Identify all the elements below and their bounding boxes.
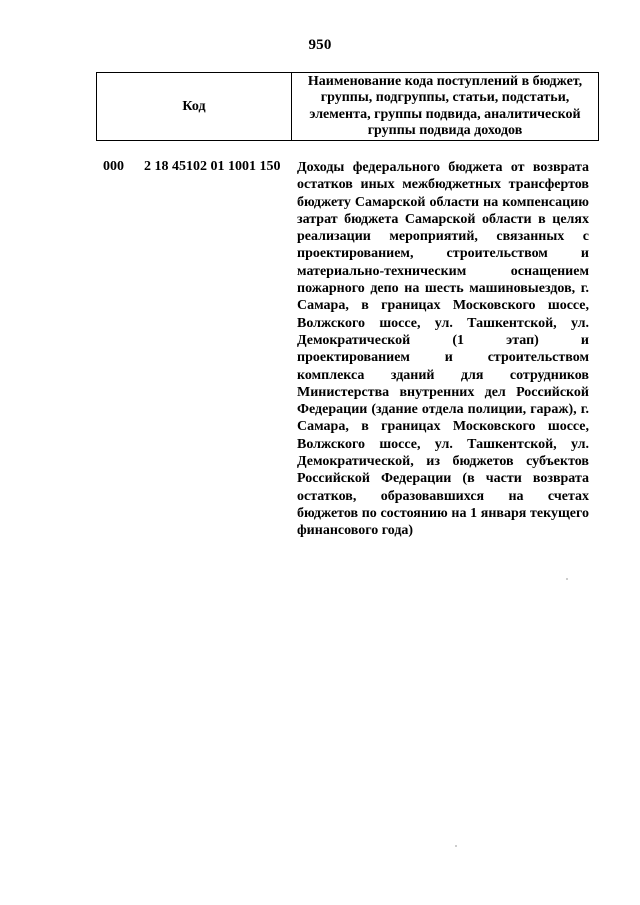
scan-speck — [455, 845, 457, 847]
page-number: 950 — [308, 37, 332, 53]
scan-speck — [566, 578, 568, 580]
header-cell-code: Код — [97, 73, 292, 140]
admin-code: 000 — [103, 159, 124, 174]
revenue-code: 2 18 45102 01 1001 150 — [144, 159, 281, 174]
table-header — [96, 72, 599, 141]
header-cell-name: Наименование кода поступлений в бюджет, группы, подгруппы, статьи, подстатьи, элемента, группы подвида, аналитической группы подвида доходов — [307, 73, 583, 138]
revenue-description: Доходы федерального бюджета от возврата остатков иных межбюджетных трансфертов бюджету Самарской области на компенсацию затрат бюджета Самарской области в целях реализации мероприятий, связанных с проектированием, строительством и материально-техническим оснащением пожарного депо на шесть машиновыездов, г. Самара, в границах Московского шоссе, Волжского шоссе, ул. Ташкентской, ул. Демократической (1 этап) и проектированием и строительством комплекса зданий для сотрудников Министерства внутренних дел Российской Федерации (здание отдела полиции, гараж), г. Самара, в границах Московского шоссе, Волжского шоссе, ул. Ташкентской, ул. Демократической, из бюджетов субъектов Российской Федерации (в части возврата остатков, образовавшихся на счетах бюджетов по состоянию на 1 января текущего финансового года) — [297, 160, 589, 539]
